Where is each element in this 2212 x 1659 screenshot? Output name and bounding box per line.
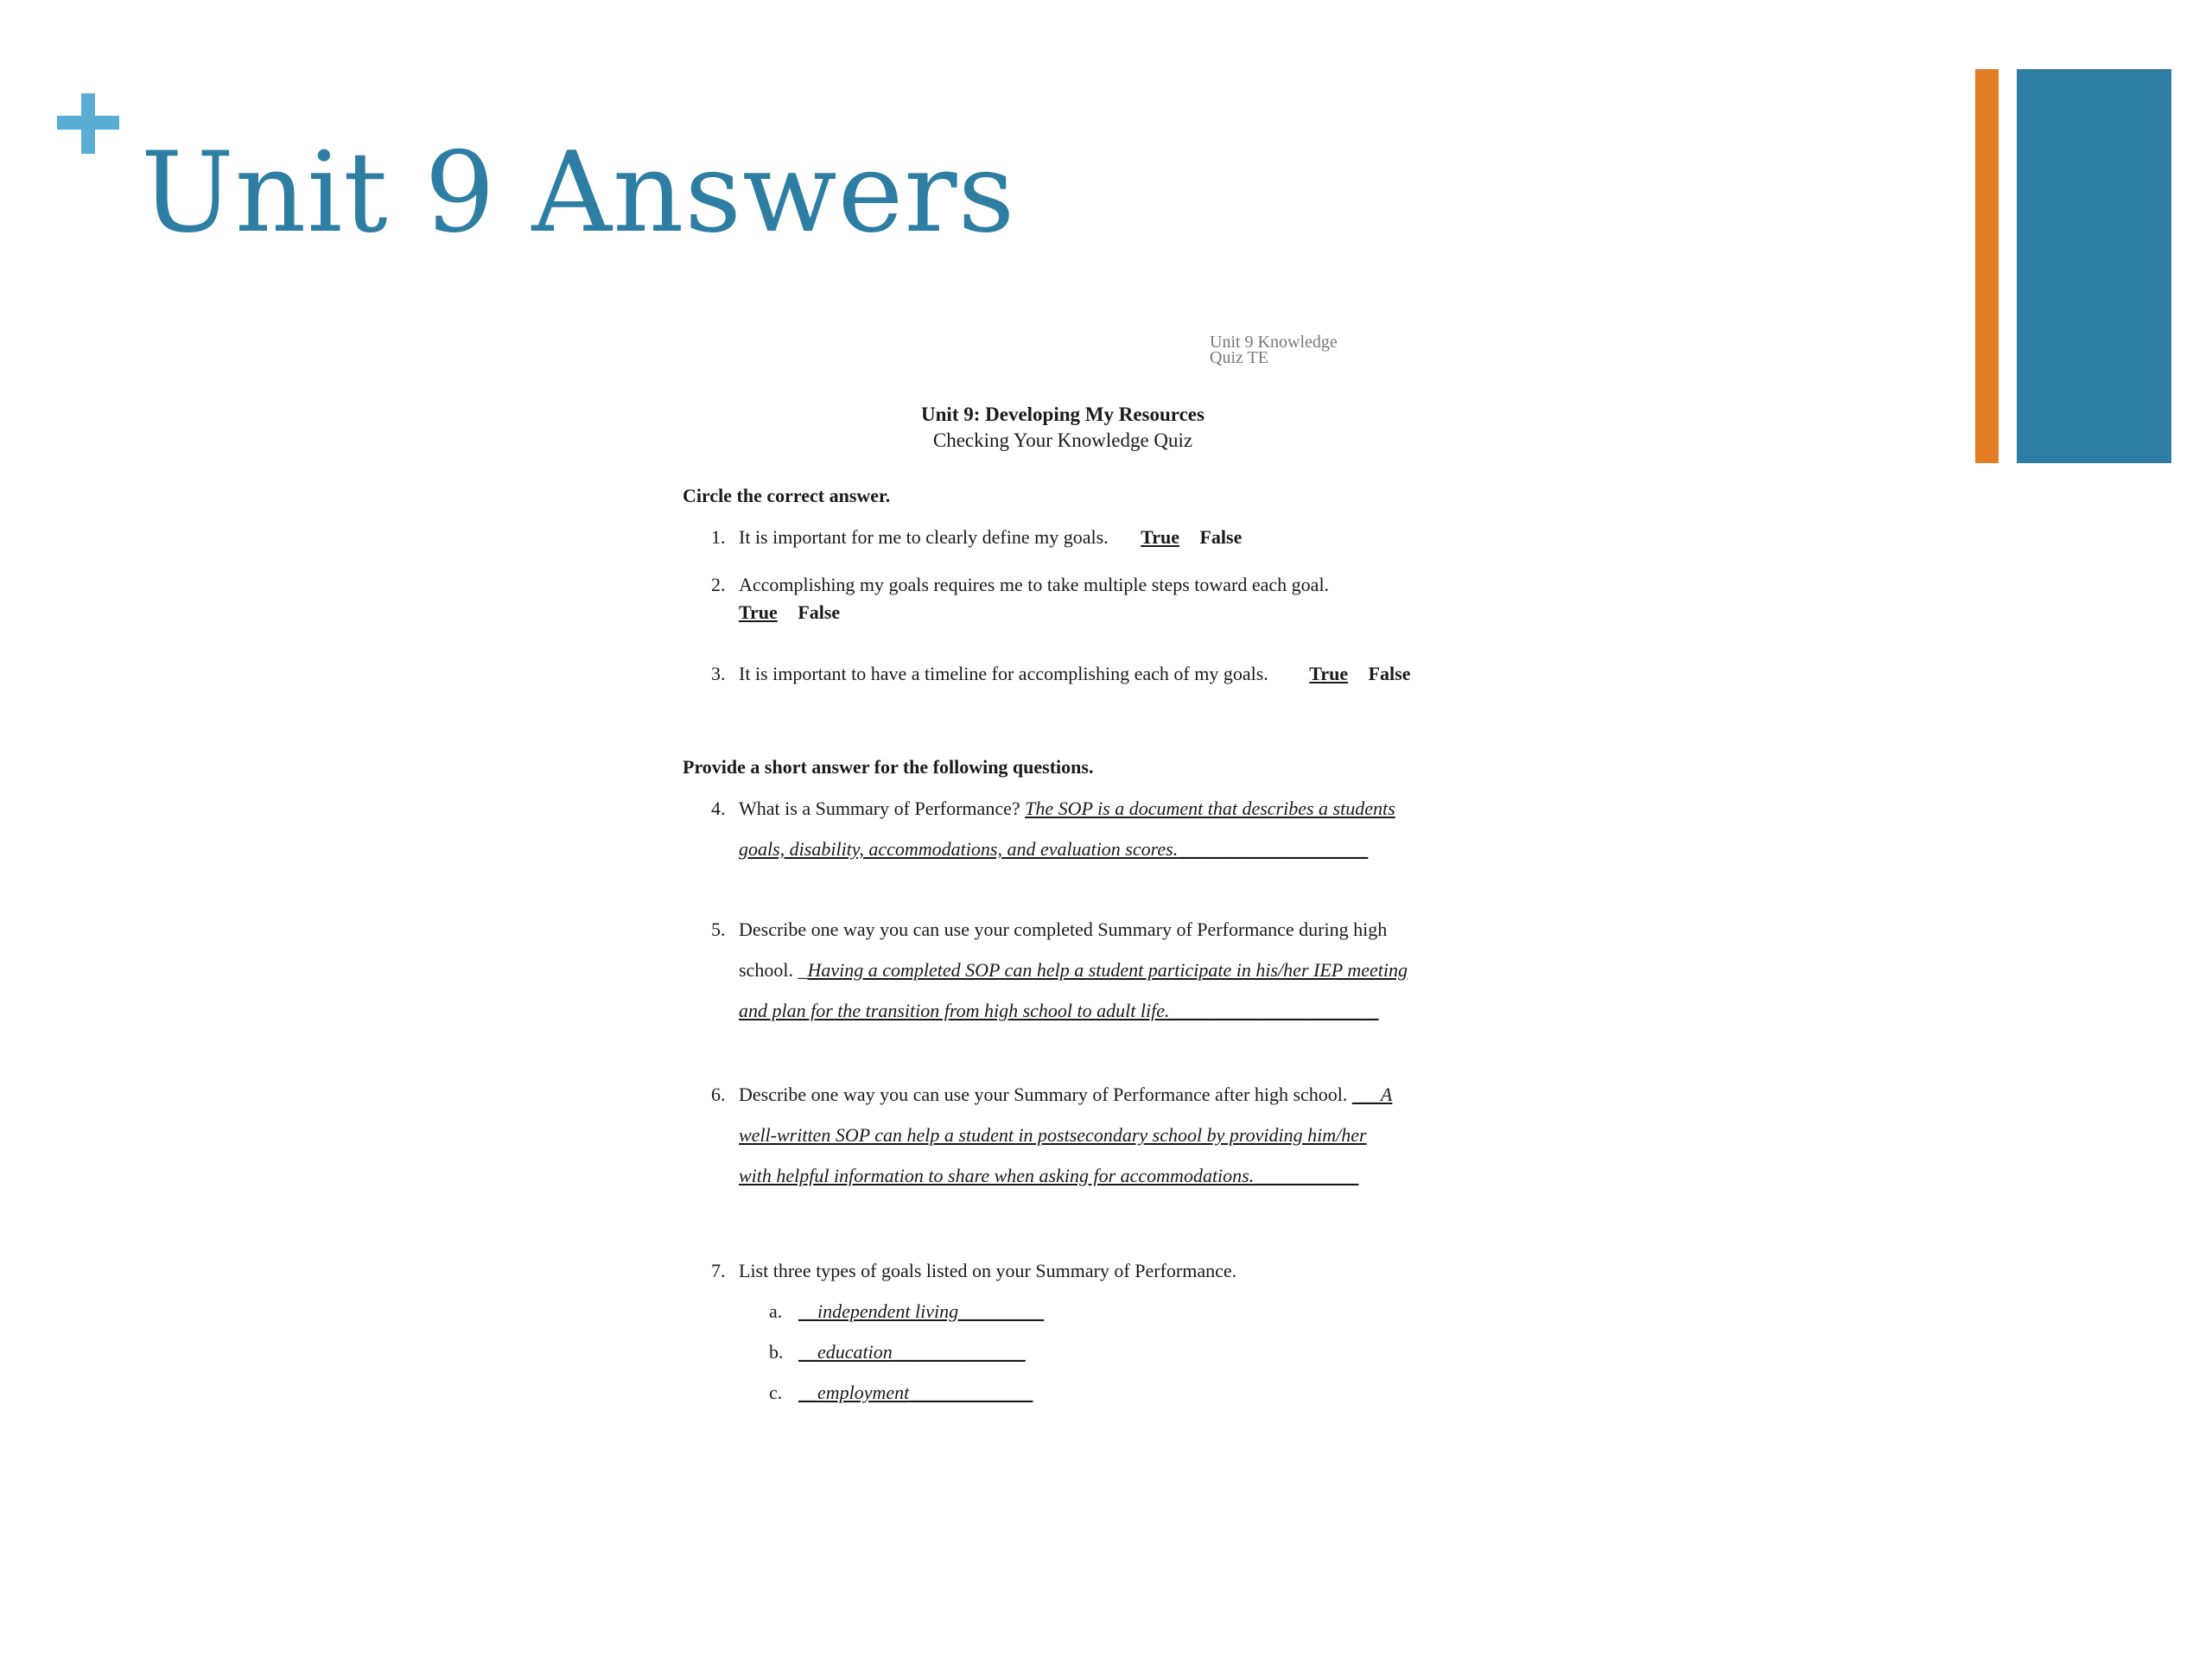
slide-title: Unit 9 Answers bbox=[141, 129, 1016, 257]
answer-text: education bbox=[817, 1341, 893, 1363]
list-item: b. __education______________ bbox=[769, 1341, 1026, 1363]
true-answer: True bbox=[1309, 663, 1349, 684]
orange-accent-bar bbox=[1975, 69, 1999, 463]
cropped-header: Unit 9 Knowledge Quiz TE bbox=[1210, 333, 1338, 367]
section-heading-short-answer: Provide a short answer for the following questions. bbox=[683, 756, 1094, 778]
question-7: 7. List three types of goals listed on your Summary of Performance. bbox=[711, 1260, 1237, 1281]
true-answer: True bbox=[1141, 526, 1179, 548]
answer-text: A bbox=[1380, 1084, 1393, 1105]
answer-text: goals, disability, accommodations, and evaluation scores. bbox=[739, 838, 1179, 860]
answer-text: with helpful information to share when asking for accommodations. bbox=[739, 1165, 1255, 1186]
false-answer: False bbox=[798, 601, 841, 623]
blue-accent-bar bbox=[2017, 69, 2171, 463]
section-heading-circle: Circle the correct answer. bbox=[683, 485, 891, 506]
question-3: 3. It is important to have a timeline for accomplishing each of my goals. True False bbox=[711, 663, 1411, 684]
false-answer: False bbox=[1199, 526, 1243, 548]
answer-text: employment bbox=[817, 1382, 910, 1403]
question-1: 1. It is important for me to clearly define my goals. True False bbox=[711, 526, 1243, 548]
answer-text: and plan for the transition from high school to adult life. bbox=[739, 1000, 1170, 1021]
answer-text: independent living bbox=[817, 1300, 959, 1322]
list-item: c. __employment_____________ bbox=[769, 1382, 1033, 1403]
true-answer: True bbox=[739, 601, 778, 623]
answer-text: well-written SOP can help a student in postsecondary school by providing him/her bbox=[739, 1124, 1367, 1146]
false-answer: False bbox=[1368, 663, 1411, 684]
question-6: 6. Describe one way you can use your Summary of Performance after high school. ___A well-written SOP can help a student in postsecondary school by providing him/her with helpful information to share when asking for accommodations.___________ bbox=[711, 1084, 1393, 1186]
answer-text: Having a completed SOP can help a student participate in his/her IEP meeting bbox=[807, 959, 1408, 981]
question-2: 2. Accomplishing my goals requires me to take multiple steps toward each goal. True False bbox=[711, 574, 1330, 623]
document-title: Unit 9: Developing My Resources bbox=[921, 404, 1205, 425]
question-4: 4. What is a Summary of Performance? The SOP is a document that describes a students goals, disability, accommodations, and evaluation scores.____________________ bbox=[711, 798, 1395, 860]
question-5: 5. Describe one way you can use your completed Summary of Performance during high school. _Having a completed SOP can help a student participate in his/her IEP meeting and plan for the transition from high school to adult life.______________________ bbox=[711, 918, 1408, 1021]
plus-icon bbox=[57, 85, 121, 156]
quiz-document bbox=[683, 333, 1443, 1443]
list-item: a. __independent living_________ bbox=[769, 1300, 1045, 1322]
answer-text: The SOP is a document that describes a students bbox=[1025, 798, 1395, 819]
document-subtitle: Checking Your Knowledge Quiz bbox=[932, 429, 1193, 451]
